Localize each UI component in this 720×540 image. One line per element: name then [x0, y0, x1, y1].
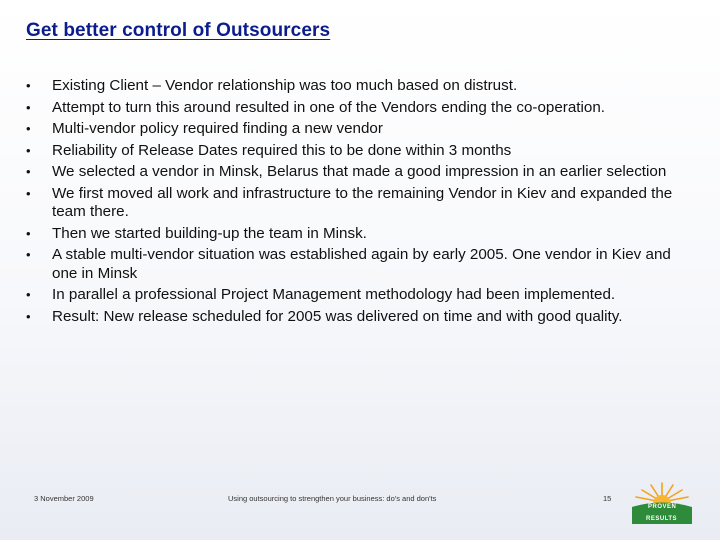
- bullet-marker: •: [26, 121, 31, 136]
- bullet-text: A stable multi-vendor situation was established again by early 2005. One vendor in Kiev and one in Minsk: [52, 246, 671, 282]
- bullet-marker: •: [26, 225, 31, 241]
- bullet-text: Attempt to turn this around resulted in one of the Vendors ending the co-operation.: [52, 98, 606, 116]
- bullet-item: [26, 77, 696, 96]
- bullet-item: [26, 185, 696, 222]
- bullet-marker: •: [26, 78, 31, 93]
- bullet-text: Existing Client – Vendor relationship was too much based on distrust.: [52, 77, 518, 94]
- slide-title: Get better control of Outsourcers: [26, 20, 331, 41]
- bullet-text: Result: New release scheduled for 2005 was delivered on time and with good quality.: [52, 307, 623, 325]
- bullet-list: [26, 77, 696, 329]
- bullet-item: [26, 246, 696, 283]
- logo-text-results: RESULTS: [646, 516, 678, 522]
- bullet-marker: •: [26, 185, 31, 201]
- footer-title: Using outsourcing to strengthen your business: do's and don'ts: [228, 494, 437, 503]
- bullet-marker: •: [26, 308, 31, 324]
- bullet-item: [26, 163, 696, 182]
- bullet-marker: •: [26, 287, 31, 302]
- bullet-text: We first moved all work and infrastructure to the remaining Vendor in Kiev and expanded the team there.: [52, 184, 673, 220]
- bullet-text: Multi-vendor policy required finding a new vendor: [52, 120, 383, 137]
- bullet-item: [26, 225, 696, 244]
- bullet-item: [26, 308, 696, 327]
- footer-date: 3 November 2009: [34, 494, 94, 503]
- bullet-marker: •: [26, 164, 31, 179]
- bullet-text: In parallel a professional Project Management methodology had been implemented.: [52, 286, 616, 303]
- bullet-item: [26, 99, 696, 118]
- bullet-marker: •: [26, 99, 31, 115]
- page-number: 15: [603, 494, 612, 503]
- logo-text-proven: PROVEN: [648, 504, 677, 510]
- bullet-item: [26, 286, 696, 305]
- bullet-marker: •: [26, 247, 31, 262]
- bullet-item: [26, 120, 696, 139]
- logo: [626, 480, 698, 526]
- bullet-text: Reliability of Release Dates required this to be done within 3 months: [52, 141, 512, 159]
- bullet-marker: •: [26, 142, 31, 158]
- bullet-text: Then we started building-up the team in Minsk.: [52, 224, 367, 242]
- bullet-text: We selected a vendor in Minsk, Belarus that made a good impression in an earlier selection: [52, 163, 667, 180]
- bullet-item: [26, 142, 696, 161]
